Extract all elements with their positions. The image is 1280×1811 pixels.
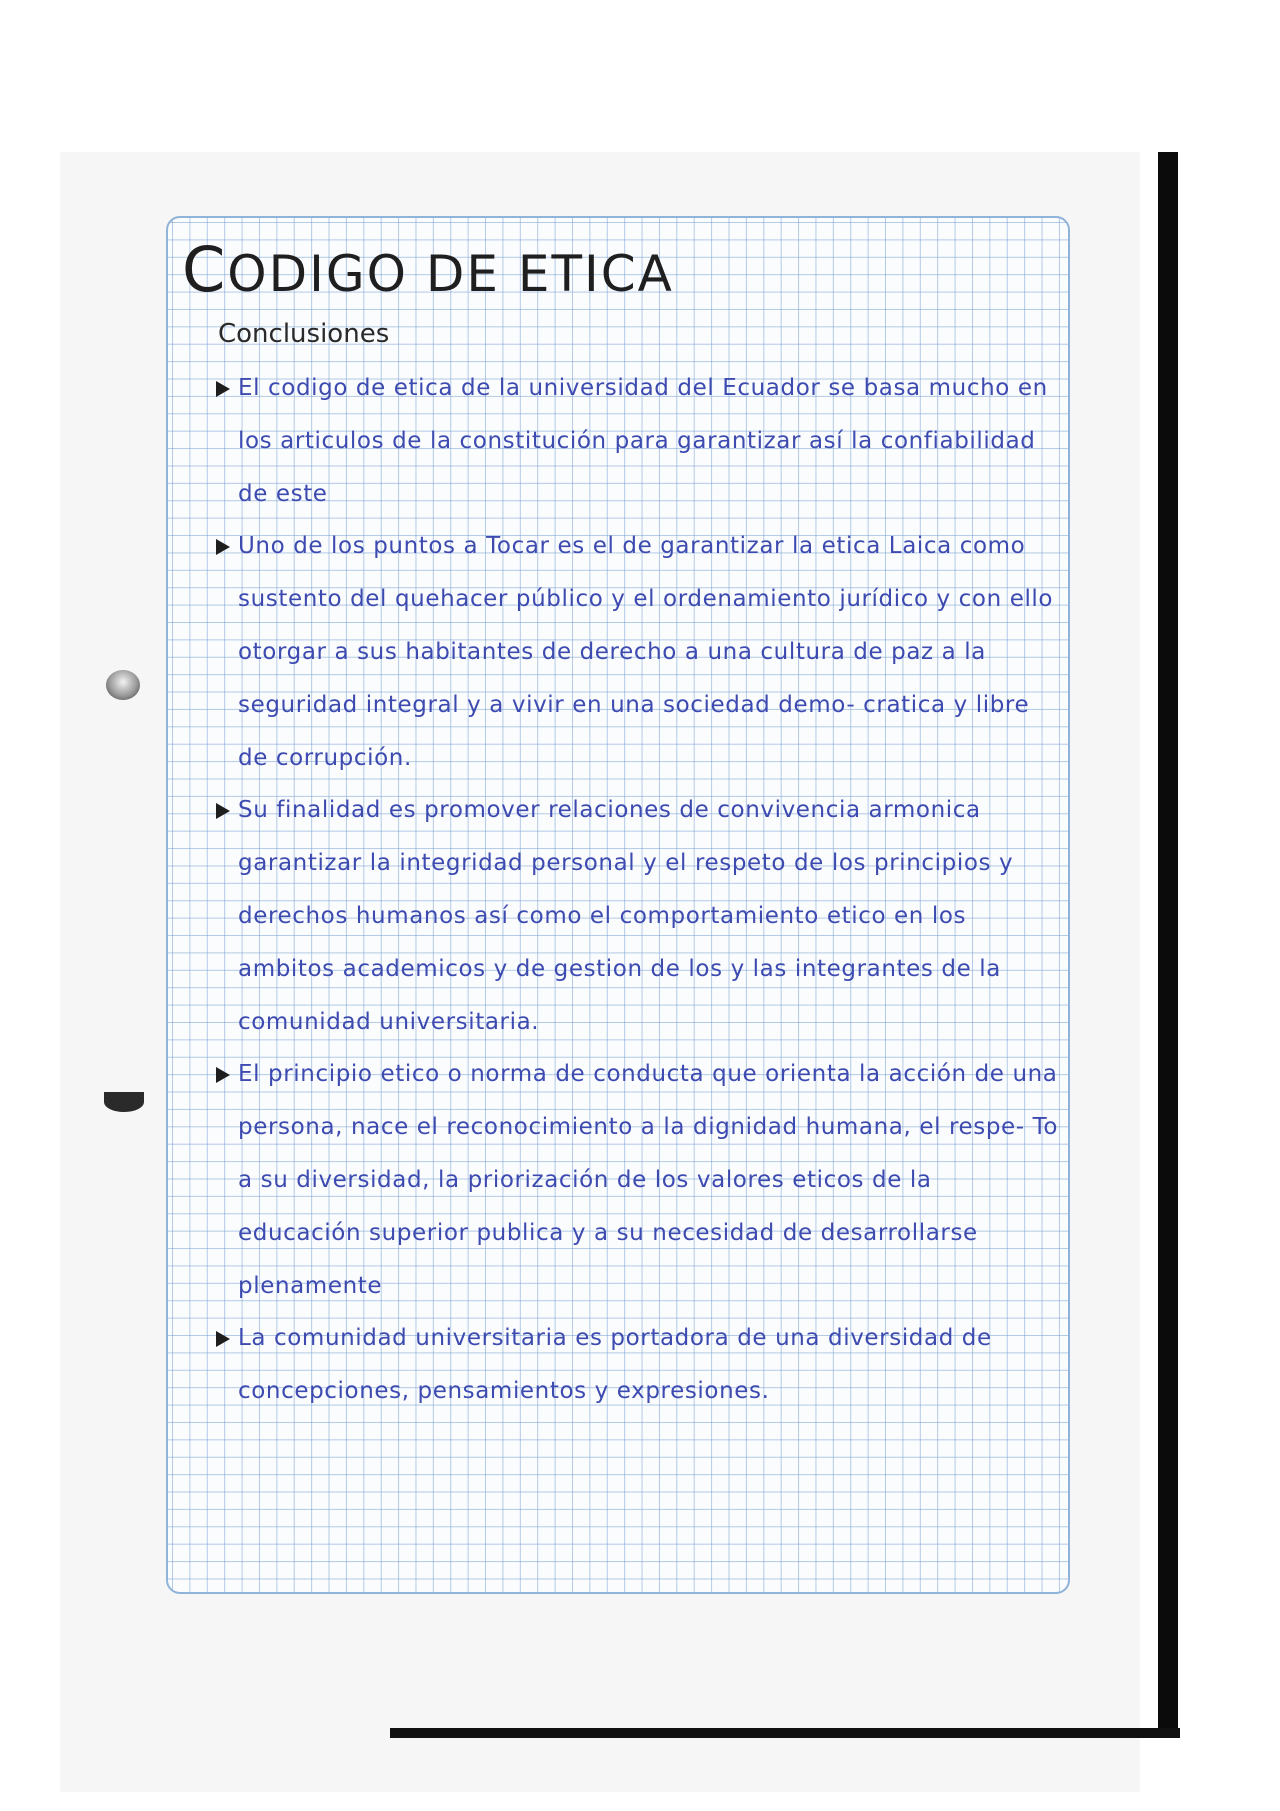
list-item-text: El codigo de etica de la universidad del Ecuador se basa mucho en los articulos de la constitución para garantizar así la confiabilidad de este (238, 375, 1048, 507)
conclusions-list (182, 362, 1062, 1418)
scan-bottom-edge (390, 1728, 1180, 1738)
list-item (182, 784, 1062, 1048)
page-title (182, 233, 1062, 306)
list-item (182, 1312, 1062, 1418)
list-item (182, 1048, 1062, 1312)
arrow-bullet-icon (216, 381, 230, 397)
section-subtitle: Conclusiones (218, 319, 390, 349)
list-item-text: Su finalidad es promover relaciones de convivencia armonica garantizar la integridad personal y el respeto de los principios y derechos humanos así como el comportamiento etico en los ambitos academicos y de gestion de los y las integrantes de la comunidad universitaria. (238, 797, 1014, 1035)
arrow-bullet-icon (216, 539, 230, 555)
binder-hole-top (106, 670, 140, 700)
title-initial: C (182, 233, 228, 306)
scan-edge-shadow (1158, 152, 1178, 1732)
list-item (182, 362, 1062, 520)
list-item-text: Uno de los puntos a Tocar es el de garantizar la etica Laica como sustento del quehacer público y el ordenamiento jurídico y con ello otorgar a sus habitantes de derecho a una cultura de paz a la seguridad integral y a vivir en una sociedad demo- cratica y libre de corrupción. (238, 533, 1054, 771)
binder-hole-bottom (104, 1092, 144, 1112)
list-item-text: La comunidad universitaria es portadora de una diversidad de concepciones, pensamientos y expresiones. (238, 1325, 992, 1405)
list-item (182, 520, 1062, 784)
title-rest: ODIGO DE ETICA (227, 245, 674, 303)
list-item-text: El principio etico o norma de conducta que orienta la acción de una persona, nace el reconocimiento a la dignidad humana, el respe- To a su diversidad, la priorización de los valores eticos de la educación superior publica y a su necesidad de desarrollarse plenamente (238, 1061, 1059, 1299)
arrow-bullet-icon (216, 1331, 230, 1347)
notes-content (182, 233, 1062, 1418)
arrow-bullet-icon (216, 1067, 230, 1083)
arrow-bullet-icon (216, 803, 230, 819)
